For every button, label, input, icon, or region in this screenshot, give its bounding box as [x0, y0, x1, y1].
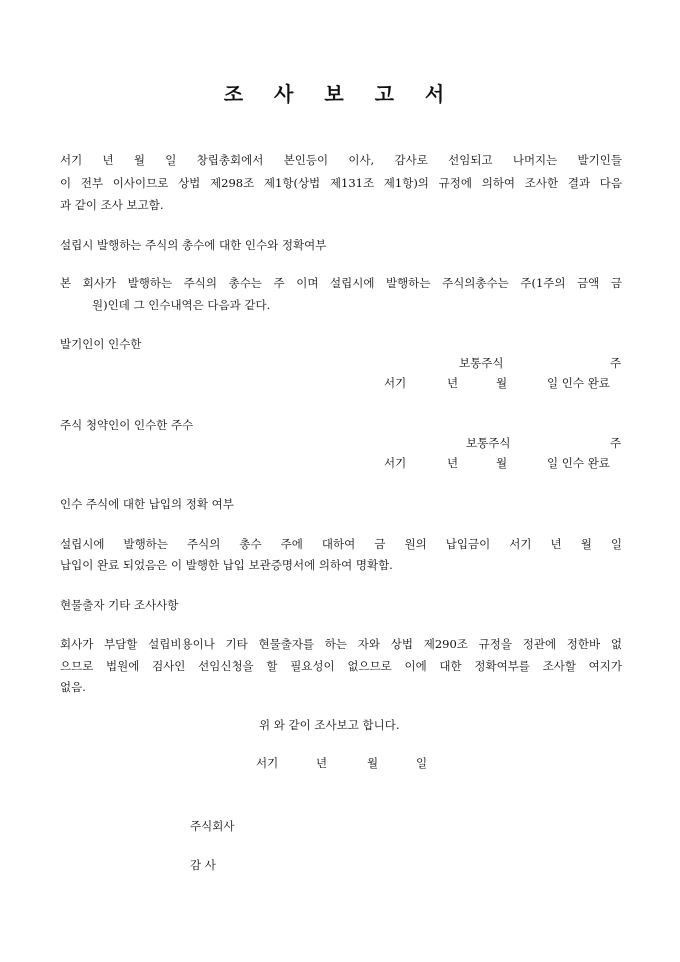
subscribers-heading: 주식 청약인이 인수한 주수 — [60, 418, 194, 432]
subscribers-date-label: 서기 — [384, 456, 407, 470]
section3-para-line-3: 없음. — [60, 680, 86, 694]
intro-line-3: 과 같이 조사 보고함. — [60, 198, 164, 212]
promoters-stock-type: 보통주식 — [459, 356, 504, 370]
section3-para-line-2: 으므로 법원에 검사인 선임신청을 할 필요성이 없으므로 이에 대한 정확여부를 조사할 여지가 — [60, 659, 622, 673]
promoters-date-label: 서기 — [384, 376, 407, 390]
section3-para-line-1: 회사가 부담할 설립비용이나 기타 현물출자를 하는 자와 상법 제290조 규정을 정관에 정한바 없 — [60, 637, 622, 651]
section2-para-line-1: 설립시에 발행하는 주식의 총수 주에 대하여 금 원의 납입금이 서기 년 월 일 — [60, 537, 622, 551]
section2-para-line-2: 납입이 완료 되었음은 이 발행한 납입 보관증명서에 의하여 명확함. — [60, 558, 393, 572]
intro-line-2: 이 전부 이사이므로 상법 제298조 제1항(상법 제131조 제1항)의 규정에 의하여 조사한 결과 다음 — [60, 176, 622, 190]
subscribers-month-label: 월 — [496, 456, 508, 470]
promoters-day-label: 일 인수 완료 — [547, 376, 610, 390]
section1-para-line-2: 원)인데 그 인수내역은 다음과 같다. — [92, 298, 271, 312]
subscribers-unit: 주 — [610, 436, 622, 450]
section3-heading: 현물출자 기타 조사사항 — [60, 598, 179, 612]
closing-date-label: 서기 — [256, 756, 279, 770]
section1-para-line-1: 본 회사가 발행하는 주식의 총수는 주 이며 설립시에 발행하는 주식의총수는 주(1주의 금액 금 — [60, 276, 622, 290]
subscribers-year-label: 년 — [447, 456, 459, 470]
intro-line-1: 서기 년 월 일 창립총회에서 본인등이 이사, 감사로 선임되고 나머지는 발기인들 — [60, 153, 622, 167]
promoters-unit: 주 — [610, 356, 622, 370]
signature-company-label: 주식회사 — [190, 819, 235, 833]
subscribers-stock-type: 보통주식 — [466, 436, 511, 450]
closing-month-label: 월 — [367, 756, 379, 770]
promoters-year-label: 년 — [447, 376, 459, 390]
closing-year-label: 년 — [316, 756, 328, 770]
closing-day-label: 일 — [416, 756, 428, 770]
subscribers-day-label: 일 인수 완료 — [547, 456, 610, 470]
closing-statement: 위 와 같이 조사보고 합니다. — [259, 718, 400, 732]
section2-heading: 인수 주식에 대한 납입의 정확 여부 — [60, 497, 234, 511]
section1-heading: 설립시 발행하는 주식의 총수에 대한 인수와 정확여부 — [60, 238, 327, 252]
promoters-heading: 발기인이 인수한 — [60, 337, 142, 351]
promoters-month-label: 월 — [496, 376, 508, 390]
document-title: 조 사 보 고 서 — [223, 82, 457, 106]
signature-auditor-label: 감 사 — [190, 858, 216, 872]
